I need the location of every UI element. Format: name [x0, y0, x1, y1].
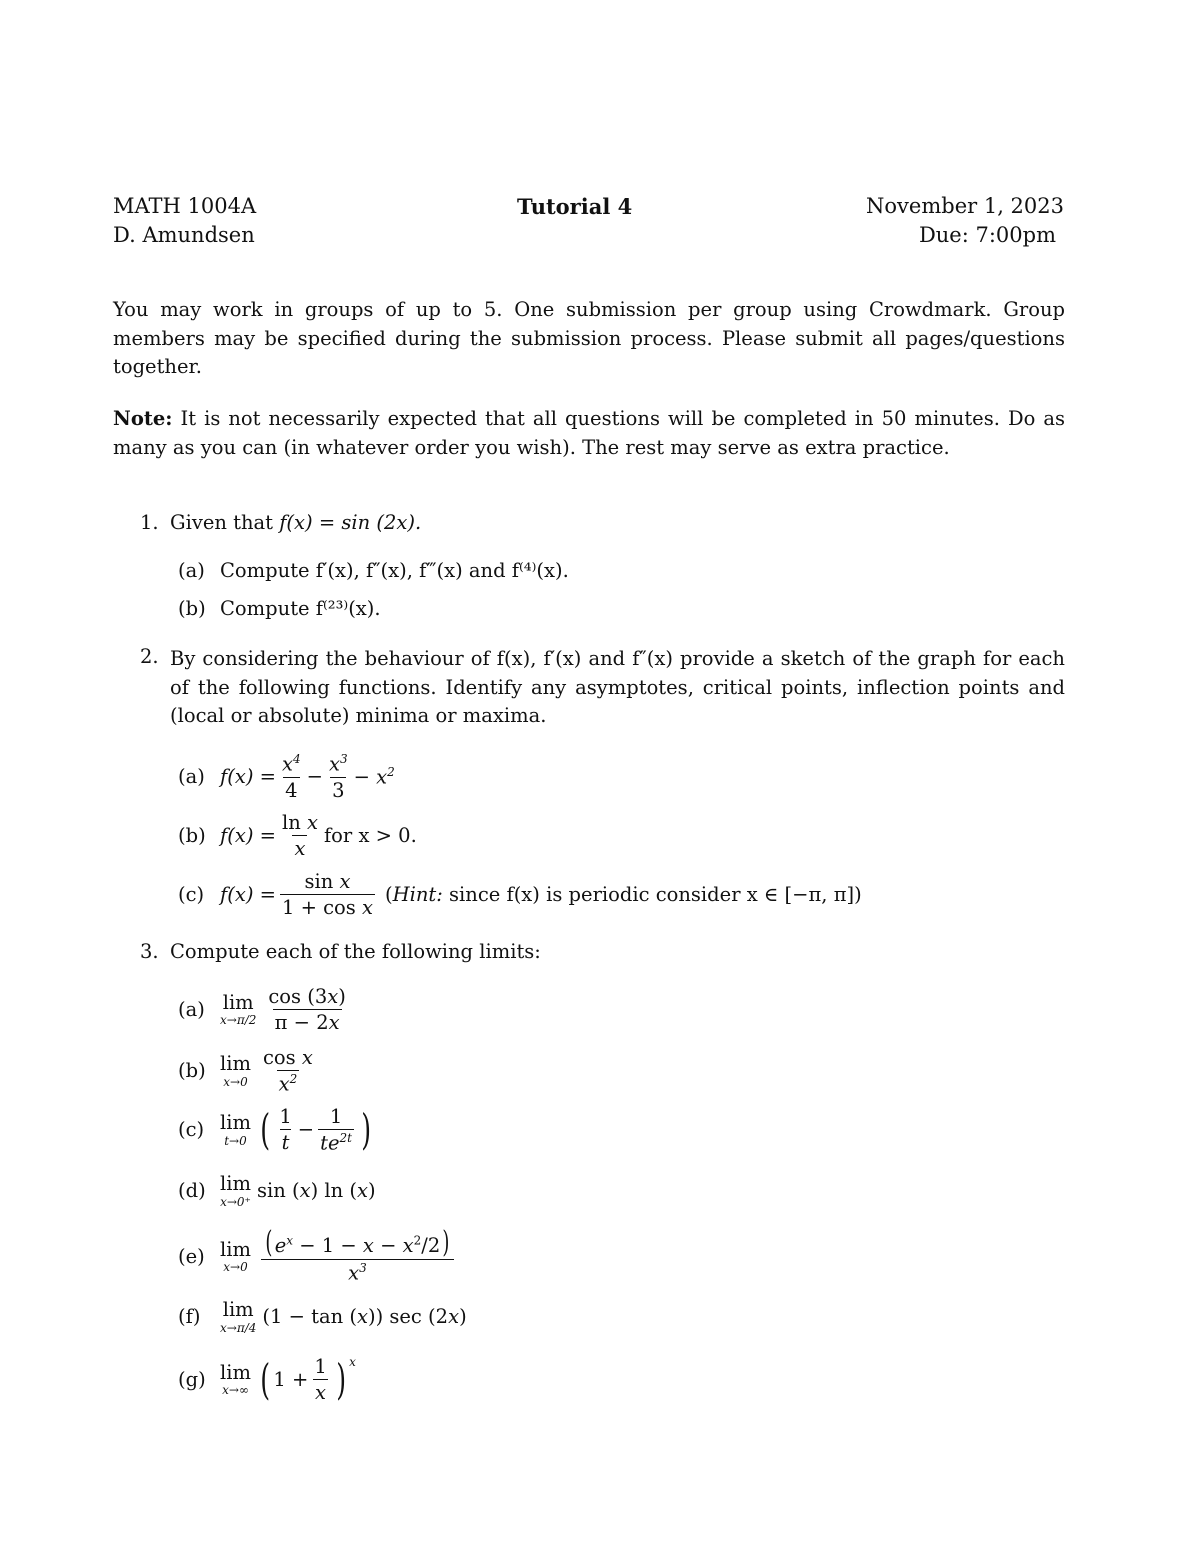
- limit-operator: lim x→π/4: [220, 1298, 257, 1335]
- q3-number: 3.: [140, 940, 159, 963]
- q2-text: By considering the behaviour of f(x), f′(x) and f″(x) provide a sketch of the graph for each of the following functions. Identify any asymptotes, critical points, inflection points and (local or absolute) minima or maxima.: [170, 647, 1065, 727]
- q3c: (c) lim t→0 ( $\frac{1}{t}$ − $\frac{1}{te^{2t}}$ ): [178, 1104, 372, 1155]
- q2-number: 2.: [140, 645, 159, 668]
- limit-operator: lim x→0: [220, 1052, 251, 1089]
- q3-text: Compute each of the following limits:: [170, 940, 541, 963]
- fraction: $\frac{1}{te^{2t}}$: [320, 1105, 352, 1155]
- q2a-lhs: f(x) =: [220, 765, 276, 789]
- q3f: (f) lim x→π/4 (1 − tan (x)) sec (2x): [178, 1298, 467, 1335]
- q1-function: f(x) = sin (2x).: [279, 511, 422, 534]
- q1b-label: (b): [178, 597, 206, 620]
- fraction: $\frac{\text{cos x}}{x^2}$: [262, 1046, 313, 1096]
- page-title: Tutorial 4: [517, 194, 633, 219]
- fraction: $\frac{\cos (3x)}{\pi - 2x}$: [268, 985, 346, 1034]
- q2a: (a) f(x) = $\frac{x^4}{4}$ − $\frac{x^3}{3}$ − $x^2$: [178, 752, 395, 802]
- limit-operator: lim x→0⁺: [220, 1172, 251, 1209]
- q1-text: Given that: [170, 511, 273, 534]
- fraction: $\frac{1}{x}$: [314, 1355, 327, 1404]
- fraction: $\frac{( e^x - 1 - x - x^2/2)}{x^3}$: [261, 1228, 454, 1285]
- note: [113, 405, 1065, 462]
- q3g: (g) lim x→∞ ( 1 + $\frac{1}{x}$ ) $^x$: [178, 1354, 356, 1404]
- q2c: (c) f(x) = $\frac{\text{sin x}}{\text{1 + cos x}}$ ( Hint: since f(x) is periodic consider x ∈ [−π, π]): [178, 870, 862, 919]
- fraction: $\frac{\text{sin x}}{\text{1 + cos x}}$: [281, 870, 373, 919]
- q3a: [178, 985, 352, 1034]
- q1-stem: [170, 511, 421, 534]
- q1b-text: Compute f⁽²³⁾(x).: [220, 597, 381, 620]
- q3b-label: (b): [178, 1059, 206, 1083]
- due-time: Due: 7:00pm: [918, 223, 1056, 247]
- q3f-label: (f): [178, 1305, 201, 1329]
- q2b: (b) f(x) = $\frac{\text{ln x}}{x}$ for x > 0.: [178, 811, 417, 860]
- note-text: It is not necessarily expected that all questions will be completed in 50 minutes. Do as many as you can (in whatever order you wish). The rest may serve as extra practice.: [113, 407, 1066, 459]
- fraction: $\frac{1}{t}$: [279, 1105, 292, 1155]
- q1a-text: Compute f′(x), f″(x), f‴(x) and f⁽⁴⁾(x).: [220, 559, 569, 582]
- note-label: Note:: [113, 407, 173, 430]
- q1b: [178, 597, 381, 620]
- q1-number: 1.: [140, 511, 159, 534]
- q2a-label: (a): [178, 765, 205, 789]
- limit-operator: lim x→∞: [220, 1360, 251, 1398]
- fraction: $\frac{\text{ln x}}{x}$: [281, 811, 318, 860]
- q3g-label: (g): [178, 1368, 206, 1391]
- q3b: [178, 1046, 319, 1096]
- fraction: $\frac{x^3}{3}$: [328, 752, 348, 802]
- q3d-label: (d): [178, 1179, 206, 1203]
- course-code: MATH 1004A: [113, 194, 257, 218]
- limit-operator: lim x→0: [220, 1237, 251, 1274]
- q3e-label: (e): [178, 1244, 205, 1268]
- q1a-label: (a): [178, 559, 205, 582]
- q2c-label: (c): [178, 883, 205, 906]
- limit-operator: lim t→0: [220, 1111, 251, 1148]
- q1a: [178, 559, 569, 582]
- hint-label: Hint:: [392, 883, 443, 906]
- instructor: D. Amundsen: [113, 223, 255, 247]
- limit-operator: lim x→π/2: [220, 990, 257, 1028]
- q3d: (d) lim x→0⁺ sin (x) ln (x): [178, 1172, 376, 1209]
- date: November 1, 2023: [866, 194, 1064, 218]
- hint-text: since f(x) is periodic consider x ∈ [−π, π]): [449, 883, 862, 906]
- q3a-label: (a): [178, 998, 205, 1021]
- q2b-condition: for x > 0.: [323, 824, 417, 847]
- q3e: [178, 1225, 458, 1285]
- instructions: You may work in groups of up to 5. One submission per group using Crowdmark. Group members may be specified during the submission process. Please submit all pages/questions together.: [113, 298, 1065, 378]
- fraction: $\frac{x^4}{4}$: [281, 752, 301, 802]
- q2b-label: (b): [178, 824, 206, 847]
- q3c-label: (c): [178, 1118, 205, 1142]
